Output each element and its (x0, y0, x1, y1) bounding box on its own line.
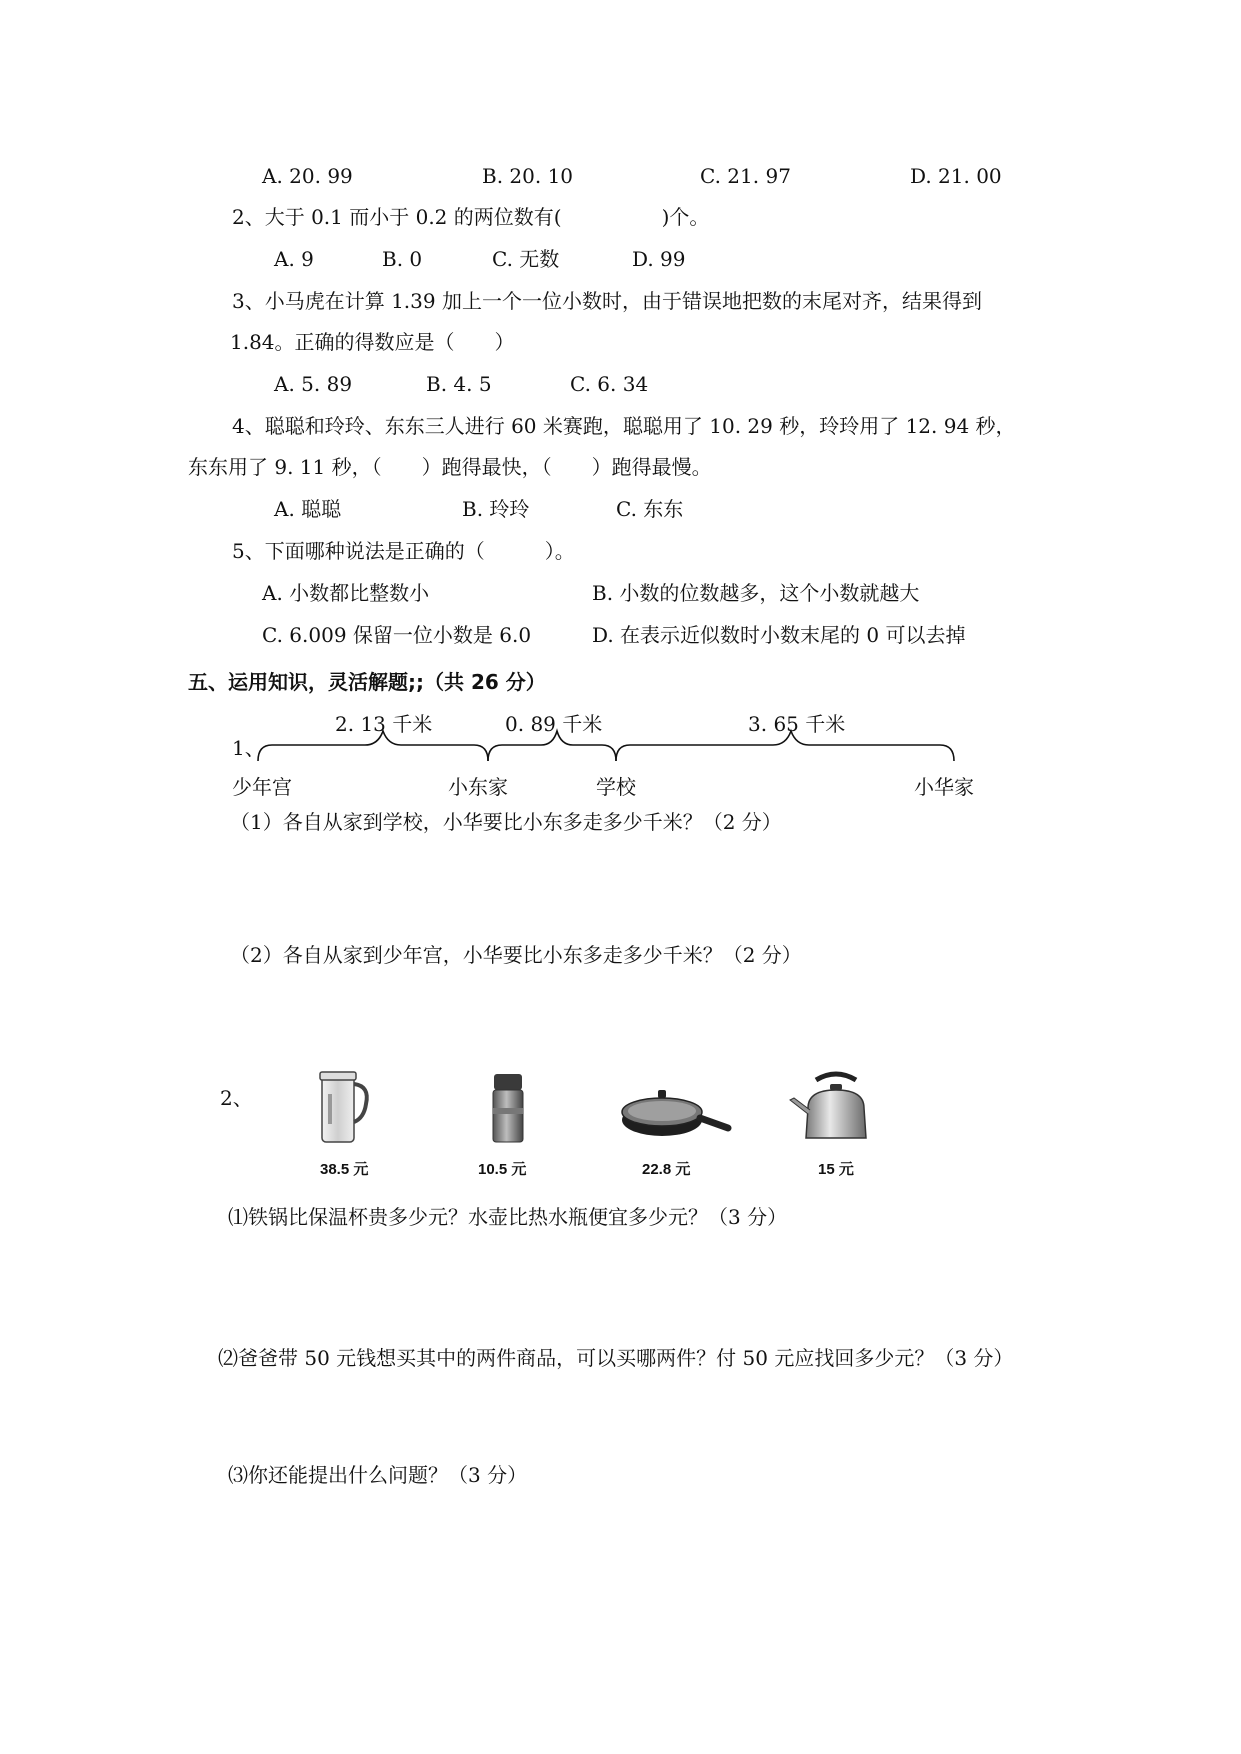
q1-option-a: A. 20. 99 (262, 164, 353, 188)
problem1-sub2: （2）各自从家到少年宫，小华要比小东多走多少千米？（2 分） (230, 943, 802, 967)
insulated-cup-icon (490, 1074, 530, 1154)
brace-segment-1 (258, 731, 488, 761)
brace-segment-3 (616, 731, 954, 761)
q5-option-c: C. 6.009 保留一位小数是 6.0 (262, 623, 532, 647)
q3-option-a: A. 5. 89 (274, 372, 353, 396)
q4-option-c: C. 东东 (616, 497, 684, 521)
q1-option-d: D. 21. 00 (910, 164, 1002, 188)
q4-stem-line1: 4、聪聪和玲玲、东东三人进行 60 米赛跑，聪聪用了 10. 29 秒，玲玲用了 12. 94 秒， (232, 414, 1016, 438)
q2-option-a: A. 9 (274, 247, 314, 271)
q3-stem-line1: 3、小马虎在计算 1.39 加上一个一位小数时，由于错误地把数的末尾对齐，结果得到 (232, 289, 982, 313)
place-xiaodong-home: 小东家 (448, 775, 508, 799)
place-xiaohua-home: 小华家 (914, 775, 974, 799)
problem2-sub2: ⑵爸爸带 50 元钱想买其中的两件商品，可以买哪两件？付 50 元应找回多少元？（3 分） (218, 1346, 1014, 1370)
problem2-sub1: ⑴铁锅比保温杯贵多少元？水壶比热水瓶便宜多少元？（3 分） (228, 1205, 788, 1229)
brace-segment-2 (488, 731, 616, 761)
q2-option-b: B. 0 (382, 247, 423, 271)
thermos-icon (318, 1070, 378, 1150)
q2-option-d: D. 99 (632, 247, 686, 271)
place-school: 学校 (596, 775, 636, 799)
q3-stem-line2: 1.84。正确的得数应是（ ） (230, 330, 515, 354)
frying-pan-icon (620, 1084, 730, 1144)
q5-stem: 5、下面哪种说法是正确的（ ）。 (232, 539, 575, 563)
q4-stem-line2: 东东用了 9. 11 秒，（ ）跑得最快，（ ）跑得最慢。 (188, 455, 712, 479)
q2-option-c: C. 无数 (492, 247, 560, 271)
place-youth-palace: 少年宫 (232, 775, 292, 799)
problem2-number: 2、 (220, 1086, 253, 1110)
segment-label-2: 0. 89 千米 (505, 712, 603, 736)
section-heading: 五、运用知识，灵活解题;;（共 26 分） (188, 670, 546, 694)
q3-option-c: C. 6. 34 (570, 372, 649, 396)
q5-option-b: B. 小数的位数越多，这个小数就越大 (592, 581, 920, 605)
q5-option-a: A. 小数都比整数小 (262, 581, 430, 605)
q4-option-b: B. 玲玲 (462, 497, 530, 521)
q2-stem: 2、大于 0.1 而小于 0.2 的两位数有( )个。 (232, 205, 710, 229)
price-thermos: 38.5 元 (320, 1161, 369, 1178)
segment-label-3: 3. 65 千米 (748, 712, 846, 736)
q3-option-b: B. 4. 5 (426, 372, 492, 396)
q4-option-a: A. 聪聪 (274, 497, 342, 521)
q1-option-c: C. 21. 97 (700, 164, 791, 188)
q5-option-d: D. 在表示近似数时小数末尾的 0 可以去掉 (592, 623, 966, 647)
price-insulated-cup: 10.5 元 (478, 1161, 527, 1178)
segment-label-1: 2. 13 千米 (335, 712, 433, 736)
q1-option-b: B. 20. 10 (482, 164, 574, 188)
price-kettle: 15 元 (818, 1161, 854, 1178)
problem1-number: 1、 (232, 736, 265, 760)
problem1-sub1: （1）各自从家到学校，小华要比小东多走多少千米？（2 分） (230, 810, 782, 834)
kettle-icon (786, 1070, 876, 1150)
problem2-sub3: ⑶你还能提出什么问题？（3 分） (228, 1463, 528, 1487)
price-frying-pan: 22.8 元 (642, 1161, 691, 1178)
